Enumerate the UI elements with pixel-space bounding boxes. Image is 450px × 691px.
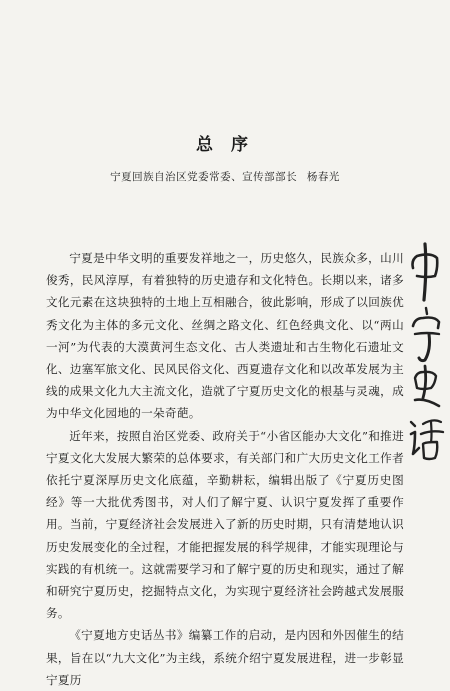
- body-text: [46, 247, 404, 691]
- paragraph: 《宁夏地方史话丛书》编纂工作的启动，是内因和外因催生的结果，旨在以“九大文化”为主线，系统介绍宁夏发展进程，进一步彰显宁夏历: [46, 628, 404, 687]
- page-title: 总 序: [196, 135, 254, 155]
- paragraph: 近年来，按照自治区党委、政府关于“小省区能办大文化”和推进宁夏文化大发展大繁荣的总体要求，有关部门和广大历史文化工作者依托宁夏深厚历史文化底蕴，辛勤耕耘，编辑出版了《宁夏历史图经》等一大批优秀图书，对人们了解宁夏、认识宁夏发挥了重要作用。当前，宁夏经济社会发展进入了新的历史时期，只有清楚地认识历史发展变化的全过程，才能把握发展的科学规律，才能实现理论与实践的有机统一。这就需要学习和了解宁夏的历史和现实，通过了解和研究宁夏历史，挖掘特点文化，为实现宁夏经济社会跨越式发展服务。: [46, 428, 404, 621]
- author-byline: 宁夏回族自治区党委常委、宣传部部长 杨春光: [110, 171, 340, 183]
- calligraphy-signature: [405, 238, 447, 468]
- paragraph: 宁夏是中华文明的重要发祥地之一，历史悠久，民族众多，山川俊秀，民风淳厚，有着独特的历史遗存和文化特色。长期以来，诸多文化元素在这块独特的土地上互相融合，彼此影响，形成了以回族优秀文化为主体的多元文化、丝绸之路文化、红色经典文化、以“两山一河”为代表的大漠黄河生态文化、古人类遗址和古生物化石遗址文化、边塞军旅文化、民风民俗文化、西夏遗存文化和以改革发展为主线的成果文化九大主流文化，造就了宁夏历史文化的根基与灵魂，成为中华文化园地的一朵奇葩。: [46, 251, 404, 421]
